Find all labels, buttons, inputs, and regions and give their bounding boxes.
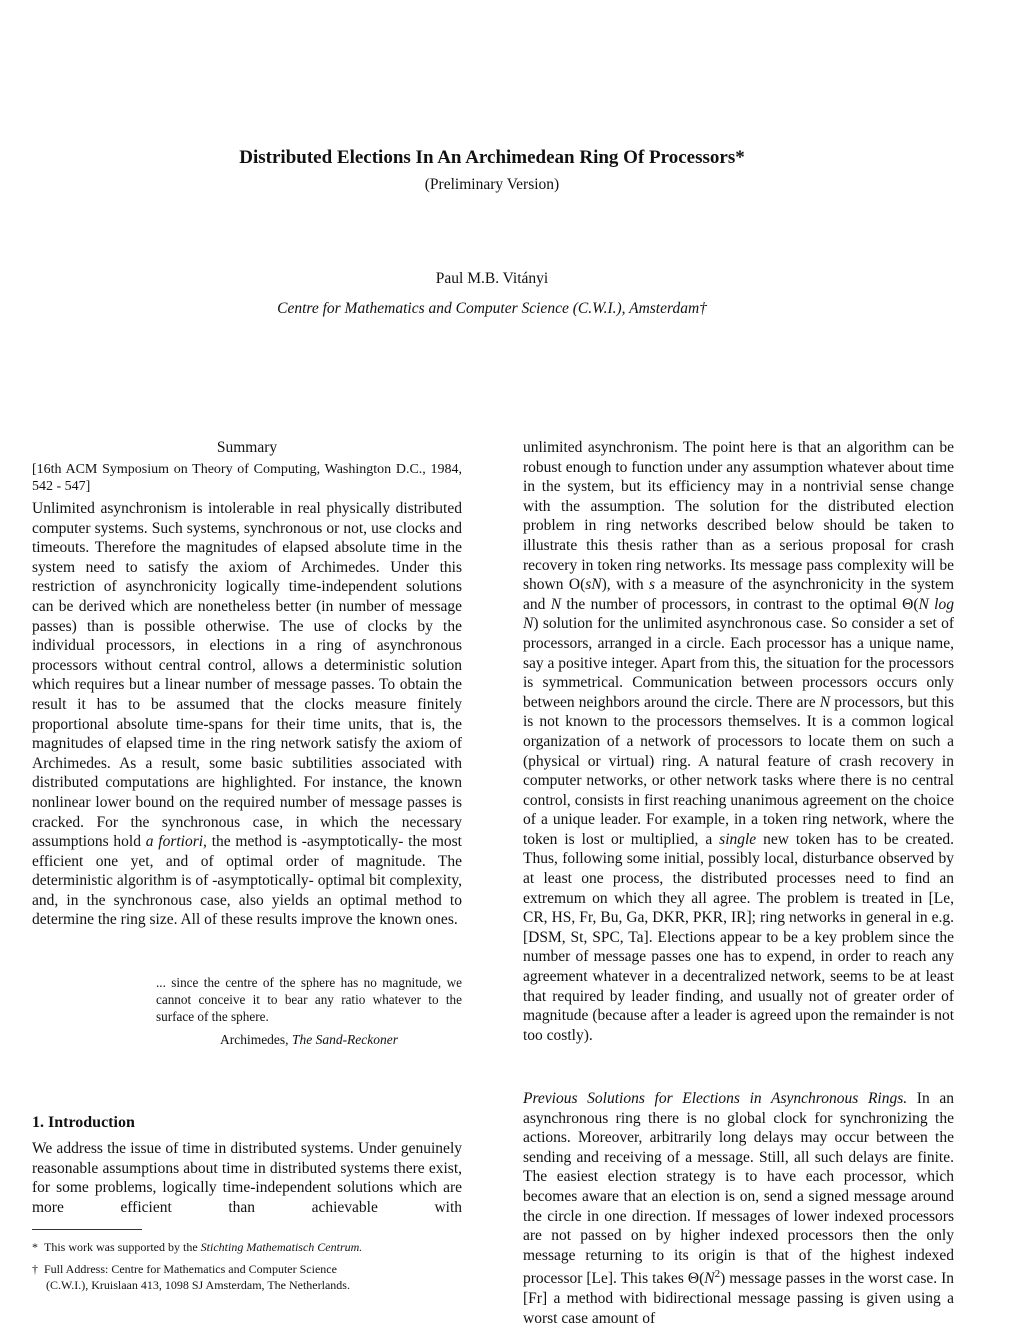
para2-text-a: In an asynchronous ring there is no global clock for synchronizing the actions. Moreover, arbitrarily long delays may occur between the sending and receiving of a message. Still, all such delays are finite. The easiest election strategy is to have each processor, which becomes aware that an election is on, send a signed message around the circle in one direction. If messages of lower indexed processors are not passed on by higher indexed processors then the only message returning to its origin is that of the highest indexed processor [Le]. This takes Θ( (523, 1090, 954, 1288)
epigraph-author: Archimedes, (219, 1032, 292, 1047)
para2-text-b: ) message passes in the worst case. In [Fr] a method with bidirectional message passing is given using a worst case amount of (523, 1270, 955, 1327)
summary-heading: Summary (216, 439, 278, 456)
para1-text-f: processors, but this is not known to the processors themselves. It is a common logical organization of a network of processors to locate them on such a (physical or virtual) ring. A natural feature of crash recovery in computer networks, or other network tasks where there is no central control, consists in first reaching unanimous agreement on the choice of a unique leader. For example, in a token ring network, where the token is lost or multiplied, a (523, 693, 954, 848)
author-affiliation: Centre for Mathematics and Computer Science (C.W.I.), Amsterdam† (277, 300, 707, 317)
introduction-text: We address the issue of time in distributed systems. Under genuinely reasonable assumptions about time in distributed systems there exist, for some problems, logically time-independent solutions which are more efficient than achievable with (32, 1140, 462, 1216)
para1-text-a: unlimited asynchronism. The point here is that an algorithm can be robust enough to function under any assumption whatever about time in the system, but its efficiency may in a nontrivial sense change with the assumption. The solution for the distributed election problem in ring networks described below should be taken to illustrate this thesis rather than as a serious proposal for crash recovery in token ring networks. Its message pass complexity will be shown O( (523, 439, 954, 594)
para1-var-single: single (719, 830, 757, 848)
para2-heading: Previous Solutions for Elections in Asynchronous Rings. (523, 1090, 908, 1107)
para1-text-b: ), with (601, 576, 650, 594)
footnote-1-text: This work was supported by the (44, 1240, 201, 1254)
author-name: Paul M.B. Vitányi (435, 270, 549, 287)
footnote-rule (32, 1229, 142, 1230)
para1-text-c: a measure of the asynchronicity in the system and (523, 576, 954, 613)
venue-citation: [16th ACM Symposium on Theory of Computing, Washington D.C., 1984, 542 - 547] (32, 462, 462, 494)
para1-text-e: ) solution for the unlimited asynchronous case. So consider a set of processors, arranged in a circle. Each processor has a unique name, say a positive integer. Apart from this, the situation for the processors is symmetrical. Communication between processors occurs only between neighbors around the circle. There are (523, 615, 954, 711)
para1-var-N1: N (550, 595, 562, 613)
abstract (32, 499, 462, 930)
footnote-2-line1: Full Address: Centre for Mathematics and Computer Science (44, 1262, 337, 1276)
epigraph-attribution (156, 1032, 462, 1048)
para1-var-nlogn: N log N (523, 595, 954, 633)
right-column-paragraph-1 (523, 438, 954, 1045)
footnote-1 (32, 1240, 462, 1256)
epigraph-work: The Sand-Reckoner (291, 1032, 399, 1047)
abstract-text-1: Unlimited asynchronism is intolerable in real physically distributed computer systems. Such systems, synchronous or not, use clocks and timeouts. Therefore the magnitudes of elapsed absolute time in the system need to satisfy the axiom of Archimedes. Under this restriction of asynchronicity logically time-independent solutions can be derived which are nonetheless better (in number of message passes) than is possible otherwise. The use of clocks by the individual processors, in elections in a ring of asynchronous processors without central control, allows a deterministic solution which requires but a linear number of message passes. To obtain the result it has to be assumed that the clocks measure finitely proportional absolute time-spans for their time units, that is, the magnitudes of elapsed time in the ring network satisfy the axiom of Archimedes. As a result, some basic subtilities associated with distributed computations are highlighted. For instance, the known nonlinear lower bound on the required number of message passes is cracked. For the synchronous case, in which the necessary assumptions hold (32, 500, 462, 851)
paper-subtitle: (Preliminary Version) (424, 176, 560, 193)
para2-var-N: N (704, 1270, 715, 1288)
paper-title: Distributed Elections In An Archimedean Ring Of Processors* (239, 147, 745, 168)
para1-text-d: the number of processors, in contrast to the optimal Θ( (561, 595, 919, 613)
section-heading-introduction: 1. Introduction (32, 1114, 135, 1131)
para1-var-sN: sN (585, 576, 602, 594)
epigraph-quote: ... since the centre of the sphere has no magnitude, we cannot conceive it to bear any ratio whatever to the surface of the sphere. (156, 975, 462, 1024)
footnote-1-mark: * (32, 1240, 38, 1254)
para1-text-g: new token has to be created. Thus, following some initial, possibly local, disturbance observed by at least one process, the distributed processes need to find an extremum on which they all agree. The problem is treated in [Le, CR, HS, Fr, Bu, Ga, DKR, PKR, IR]; ring networks in general in e.g. [DSM, St, SPC, Ta]. Elections appear to be a key problem since the number of message passes one has to expend, in order to reach any agreement whatever in a decentralized network, seems to be at least that required by leader finding, and usually not of greater order of magnitude (because after a leader is agreed upon the remainder is not too costly). (523, 830, 954, 1044)
abstract-text-2: the method is -asymptotically- the most efficient one yet, and of optimal order of magnitude. The deterministic algorithm is of -asymptotically- optimal bit complexity, and, in the synchronous case, also yields an optimal method to determine the ring size. All of these results improve the known ones. (32, 833, 462, 929)
footnote-1-italic: Stichting Mathematisch Centrum. (200, 1240, 363, 1254)
footnote-2 (32, 1262, 462, 1293)
right-column-paragraph-2 (523, 1089, 954, 1328)
para1-var-s: s (649, 576, 656, 594)
abstract-italic: a fortiori, (145, 833, 207, 851)
footnote-2-line2: (C.W.I.), Kruislaan 413, 1098 SJ Amsterdam, The Netherlands. (46, 1277, 350, 1292)
footnote-2-mark: † (32, 1262, 38, 1276)
para2-exponent: 2 (714, 1268, 721, 1281)
para1-var-N2: N (819, 693, 831, 711)
